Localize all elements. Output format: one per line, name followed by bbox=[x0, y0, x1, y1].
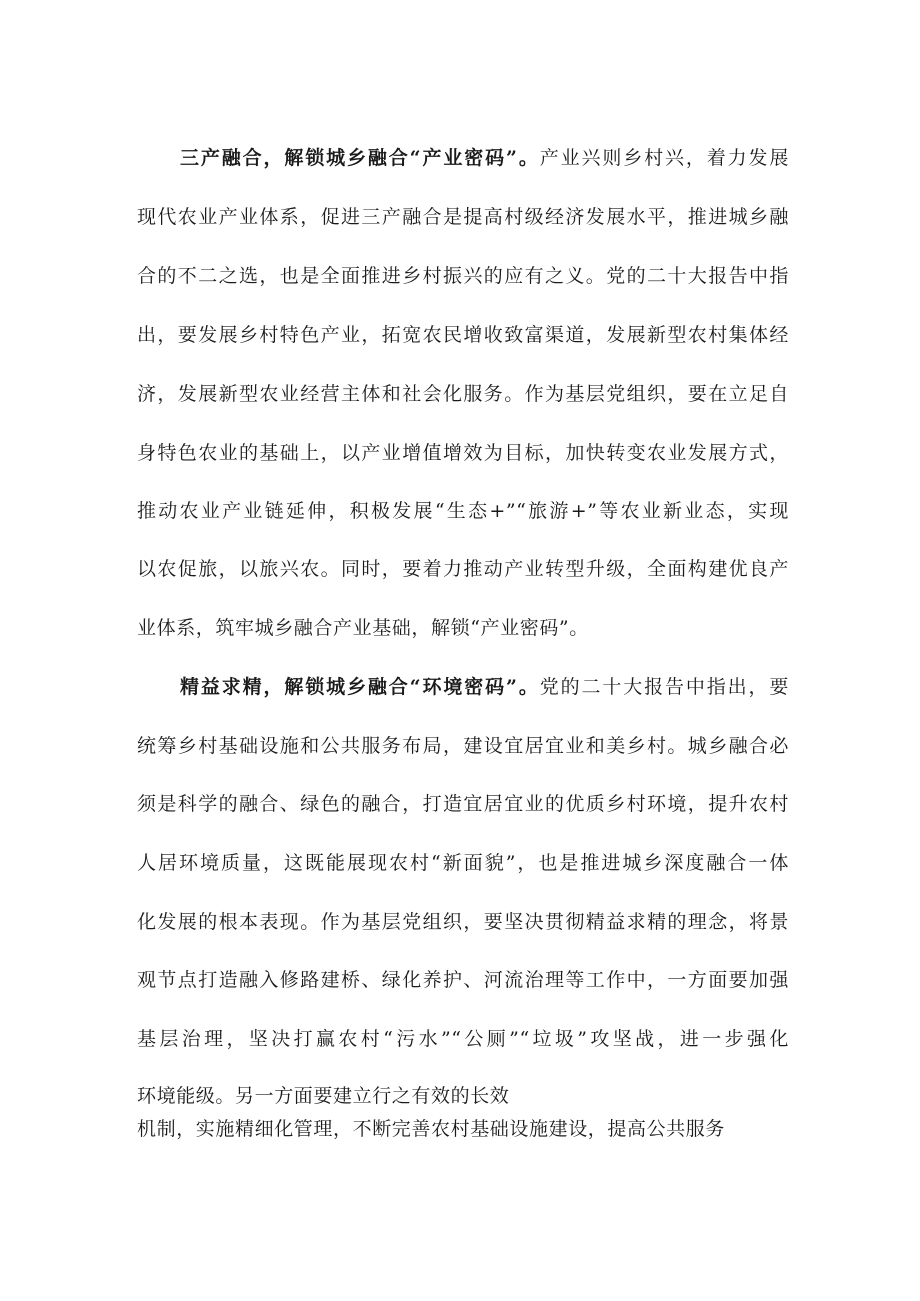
paragraph-2-line-7: 基层治理，坚决打赢农村“污水”“公厕”“垃圾”攻坚战，进一步强化 bbox=[137, 1028, 789, 1050]
paragraph-1-line-3: 合的不二之选，也是全面推进乡村振兴的应有之义。党的二十大报告中指 bbox=[137, 265, 789, 287]
paragraph-1-line-4: 出，要发展乡村特色产业，拓宽农民增收致富渠道，发展新型农村集体经 bbox=[137, 324, 789, 346]
paragraph-1-line-8: 以农促旅，以旅兴农。同时，要着力推动产业转型升级，全面构建优良产 bbox=[137, 558, 789, 580]
paragraph-2-line-5: 化发展的根本表现。作为基层党组织，要坚决贯彻精益求精的理念，将景 bbox=[137, 911, 789, 933]
paragraph-2-line-1 bbox=[180, 675, 789, 699]
paragraph-2-line-4: 人居环境质量，这既能展现农村“新面貌”，也是推进城乡深度融合一体 bbox=[137, 852, 789, 874]
paragraph-1-line-5: 济，发展新型农业经营主体和社会化服务。作为基层党组织，要在立足自 bbox=[137, 383, 789, 405]
paragraph-1-line-7: 推动农业产业链延伸，积极发展“生态+”“旅游+”等农业新业态，实现 bbox=[137, 500, 789, 522]
paragraph-1-line-2: 现代农业产业体系，促进三产融合是提高村级经济发展水平，推进城乡融 bbox=[137, 206, 789, 228]
paragraph-2-line-8: 环境能级。另一方面要建立行之有效的长效 bbox=[137, 1085, 510, 1107]
paragraph-2-line-3: 须是科学的融合、绿色的融合，打造宜居宜业的优质乡村环境，提升农村 bbox=[137, 793, 789, 815]
paragraph-1-line-1 bbox=[180, 146, 789, 170]
paragraph-2-line-9: 机制，实施精细化管理，不断完善农村基础设施建设，提高公共服务 bbox=[137, 1118, 726, 1140]
paragraph-1-text: 产业兴则乡村兴，着力发展 bbox=[539, 147, 789, 169]
paragraph-1-line-6: 身特色农业的基础上，以产业增值增效为目标，加快转变农业发展方式， bbox=[137, 442, 789, 464]
paragraph-2-text: 党的二十大报告中指出，要 bbox=[539, 676, 789, 698]
paragraph-2-line-2: 统筹乡村基础设施和公共服务布局，建设宜居宜业和美乡村。城乡融合必 bbox=[137, 735, 789, 757]
paragraph-2-line-6: 观节点打造融入修路建桥、绿化养护、河流治理等工作中，一方面要加强 bbox=[137, 969, 789, 991]
paragraph-1-line-9: 业体系，筑牢城乡融合产业基础，解锁“产业密码”。 bbox=[137, 617, 589, 639]
paragraph-2-heading: 精益求精，解锁城乡融合“环境密码”。 bbox=[180, 676, 540, 698]
paragraph-1-heading: 三产融合，解锁城乡融合“产业密码”。 bbox=[180, 147, 540, 169]
